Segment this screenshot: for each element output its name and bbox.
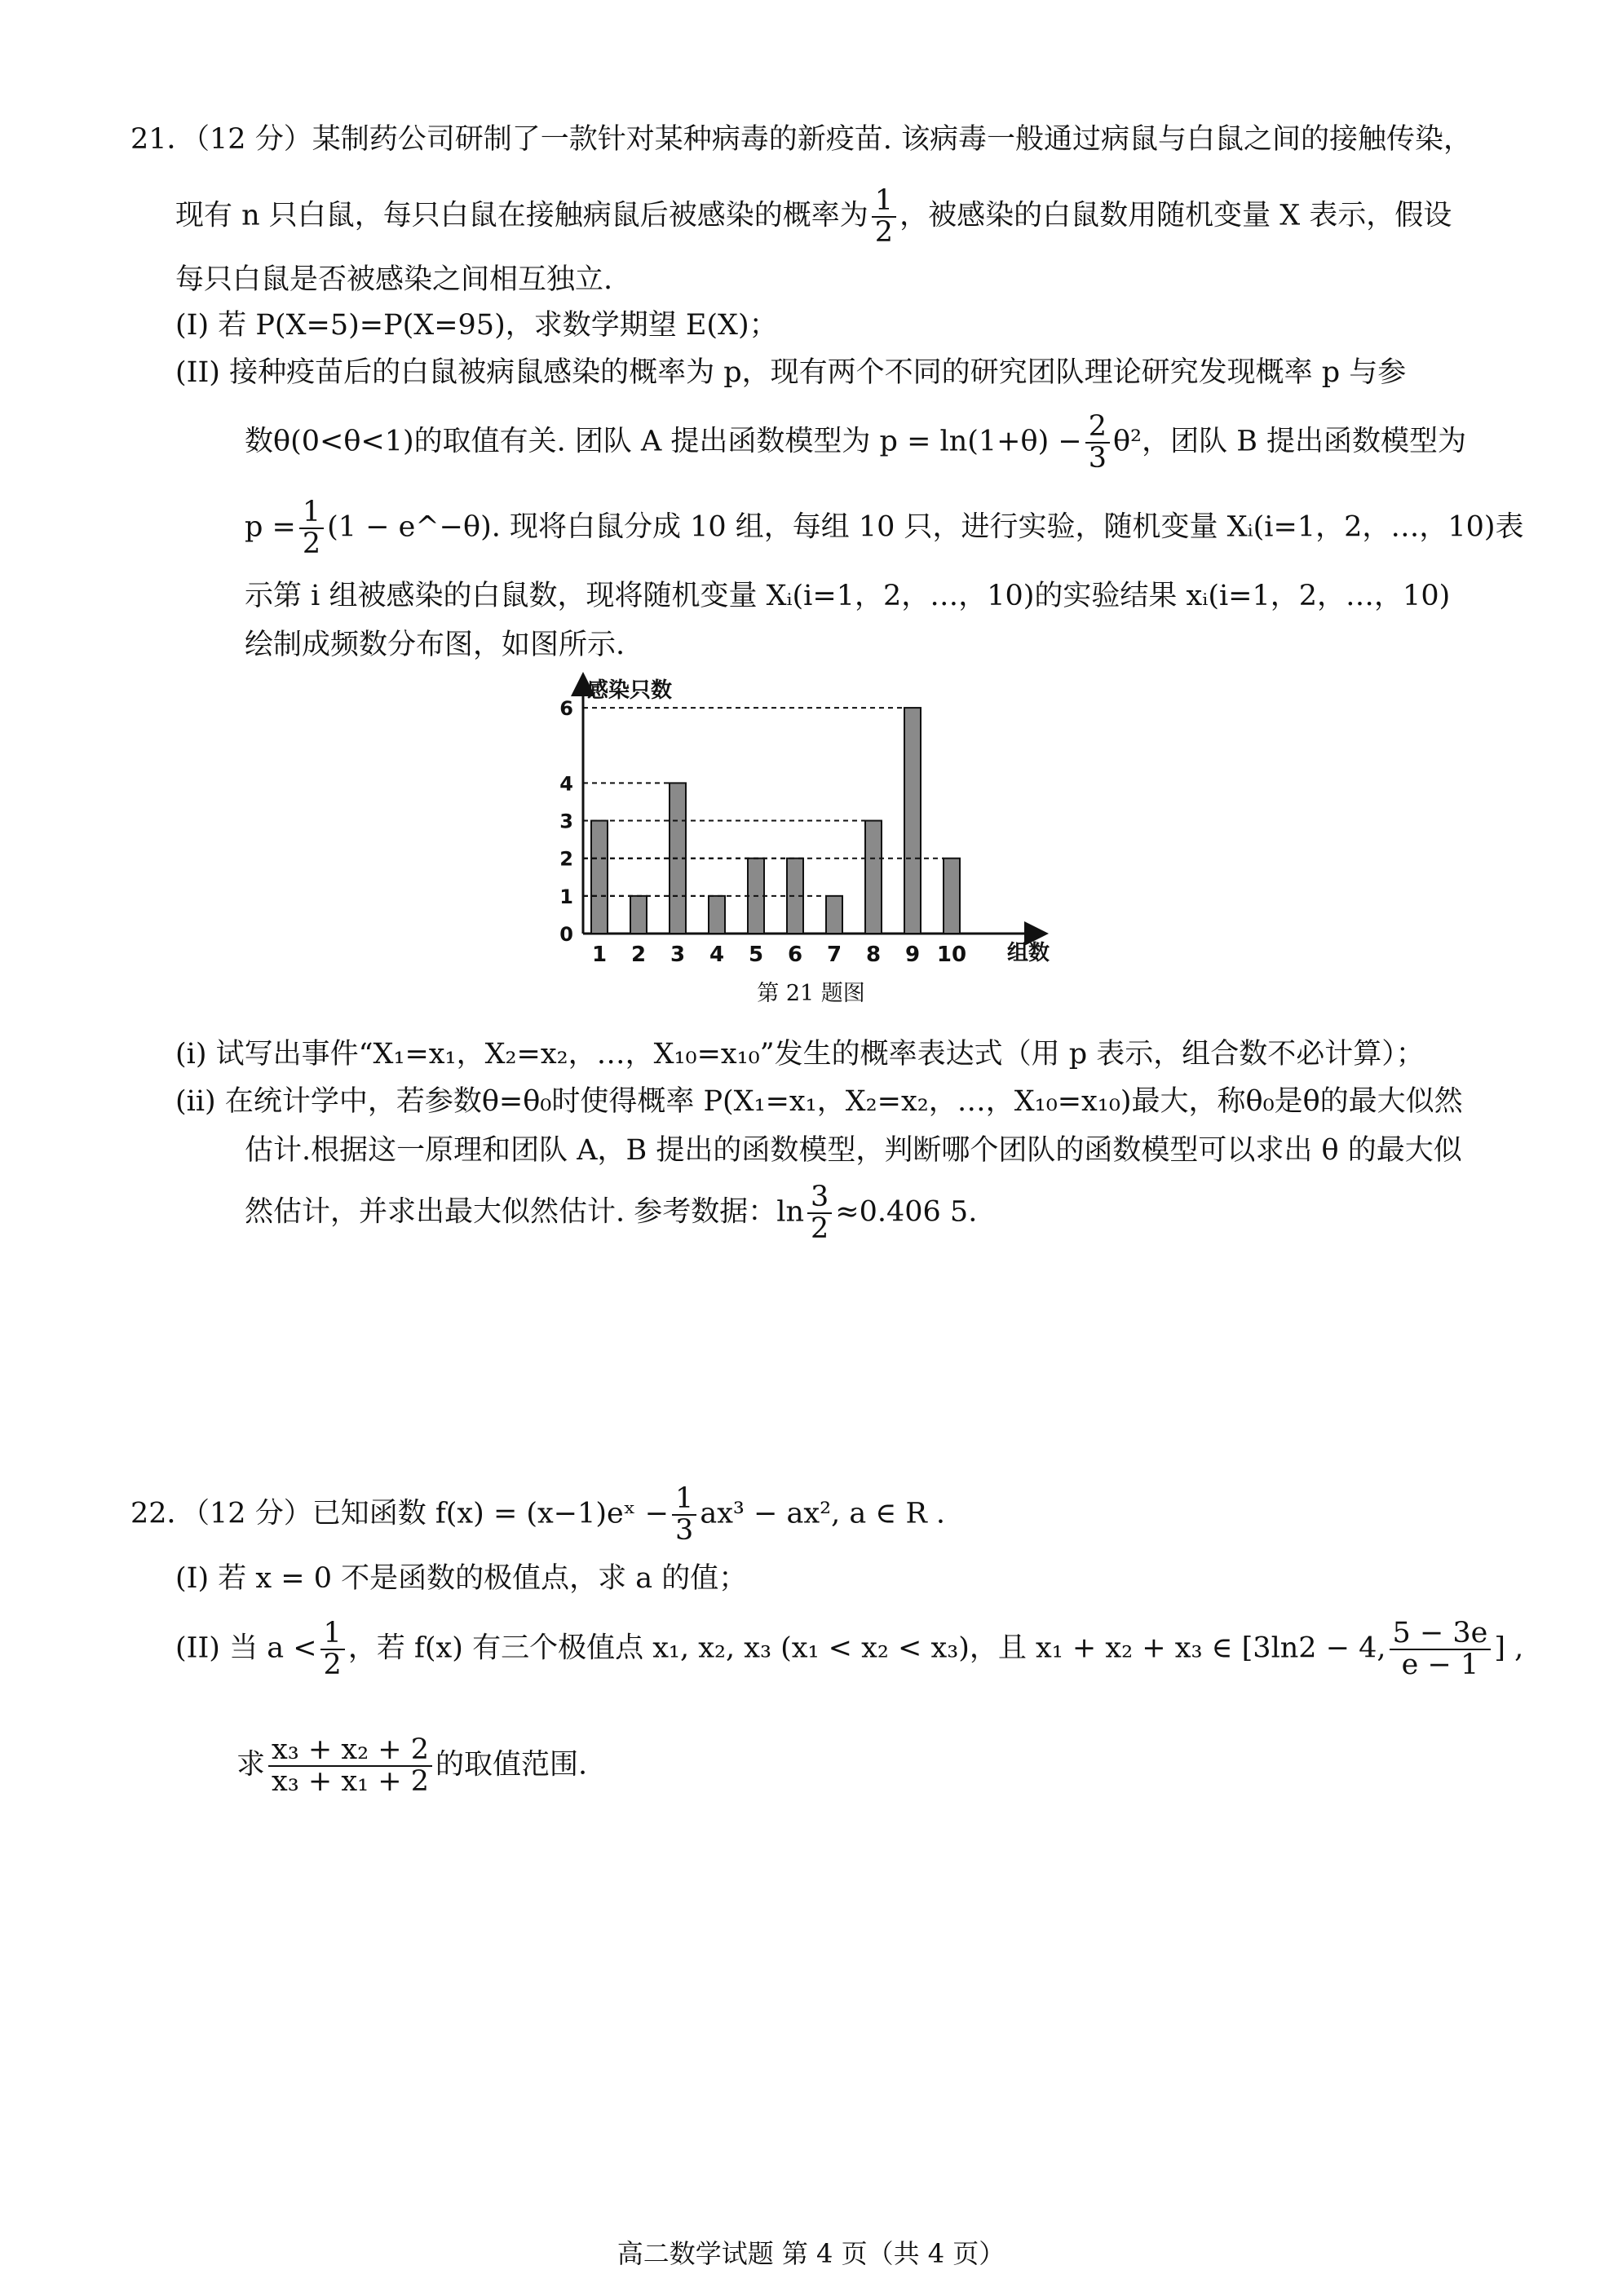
q21-part2-line2a: 数θ(0<θ<1)的取值有关. 团队 A 提出函数模型为 p = ln(1+θ) − [245,425,1082,458]
q21-part2-line3b: (1 − e^−θ). 现将白鼠分成 10 组，每组 10 只，进行实验，随机变量 Xᵢ(i=1，2，…，10)表 [327,510,1524,544]
q21-part2-line2b: θ²，团队 B 提出函数模型为 [1112,425,1467,458]
fraction-one-half-b [299,497,324,559]
x-tick-label: 7 [826,943,842,966]
x-tick-label: 2 [630,943,647,966]
fraction-denominator: e − 1 [1401,1648,1479,1681]
fraction-one-half-c [320,1618,345,1680]
fraction-numerator: 5 − 3e [1390,1618,1492,1650]
q21-sub-ii-line3 [245,1182,977,1244]
x-tick-label: 10 [936,943,967,966]
q21-line1: 21．（12 分）某制药公司研制了一款针对某种病毒的新疫苗. 该病毒一般通过病鼠与白鼠之间的接触传染， [130,123,1472,156]
bar [904,708,921,934]
fraction-denominator: 2 [811,1212,829,1245]
x-tick-label: 1 [591,943,608,966]
fraction-numerator: 1 [320,1618,345,1650]
q22-line1b: ax³ − ax², a ∈ R . [700,1497,946,1530]
y-tick-label: 0 [559,923,573,946]
q21-part1: (I) 若 P(X=5)=P(X=95)，求数学期望 E(X)； [175,309,778,342]
fraction-denominator: x₃ + x₁ + 2 [272,1764,429,1798]
q21-sub-ii-line3b: ≈0.406 5. [835,1195,978,1229]
y-tick-label: 1 [559,885,573,908]
q22-part3b: 的取值范围. [435,1748,588,1782]
x-tick-label: 8 [865,943,882,966]
x-tick-label: 9 [904,943,921,966]
bar [591,821,608,934]
y-axis-label: 感染只数 [587,678,673,703]
y-tick-label: 6 [559,697,573,721]
q21-sub-ii-line2: 估计.根据这一原理和团队 A，B 提出的函数模型，判断哪个团队的函数模型可以求出 θ 的最大似 [245,1134,1462,1167]
bar [865,821,882,934]
fraction-denominator: 3 [675,1513,694,1547]
bar [709,896,725,934]
y-tick-label: 4 [559,772,573,796]
q21-part2-line3 [245,497,1524,559]
q21-sub-ii-line3a: 然估计，并求出最大似然估计. 参考数据：ln [245,1195,804,1229]
fraction-three-halves [807,1182,832,1244]
figure-caption: 第 21 题图 [757,981,865,1006]
fraction-denominator: 2 [302,527,321,560]
q21-line2 [175,186,1452,248]
q21-part2-line5: 绘制成频数分布图，如图所示. [245,629,625,661]
q21-line3: 每只白鼠是否被感染之间相互独立. [175,263,613,296]
q22-part2c: ] , [1494,1631,1524,1665]
fraction-numerator: 1 [299,497,324,529]
fraction-denominator: 2 [874,215,894,249]
fraction-two-thirds [1085,412,1110,474]
q22-part3a: 求 [236,1748,266,1782]
bar [630,896,647,934]
bar [944,859,960,934]
fraction-numerator: x₃ + x₂ + 2 [268,1735,432,1767]
frequency-bar-chart [538,665,1068,966]
q22-part3 [236,1735,587,1797]
q21-part2-line3a: p = [245,510,296,544]
fraction-numerator: 2 [1085,412,1110,444]
q21-part2-line2 [245,412,1466,474]
fraction-numerator: 1 [672,1484,696,1516]
q22-line1a: 22．（12 分）已知函数 f(x) = (x−1)eˣ − [130,1497,670,1530]
q21-part2-line4: 示第 i 组被感染的白鼠数，现将随机变量 Xᵢ(i=1，2，…，10)的实验结果 xᵢ(i=1，2，…，10) [245,580,1451,612]
fraction-numerator: 3 [807,1182,832,1214]
x-tick-label: 3 [670,943,686,966]
x-tick-label: 5 [748,943,764,966]
q22-part1: (I) 若 x = 0 不是函数的极值点，求 a 的值； [175,1562,748,1595]
q22-part2 [175,1618,1523,1680]
x-tick-label: 4 [709,943,725,966]
q21-part2-line1: (II) 接种疫苗后的白鼠被病鼠感染的概率为 p，现有两个不同的研究团队理论研究发现概率 p 与参 [175,356,1407,389]
q21-line2b: ，被感染的白鼠数用随机变量 X 表示，假设 [899,199,1452,232]
q22-part2b: ，若 f(x) 有三个极值点 x₁, x₂, x₃ (x₁ < x₂ < x₃)，且 x₁ + x₂ + x₃ ∈ [3ln2 − 4, [347,1631,1386,1665]
fraction-e-bound [1390,1618,1492,1680]
q22-line1 [130,1484,945,1546]
page-footer: 高二数学试题 第 4 页（共 4 页） [617,2238,1005,2269]
q21-sub-i: (i) 试写出事件“X₁=x₁，X₂=x₂，…，X₁₀=x₁₀”发生的概率表达式（用 p 表示，组合数不必计算）； [175,1038,1425,1071]
y-tick-label: 3 [559,810,573,833]
fraction-denominator: 2 [323,1648,342,1681]
q21-sub-ii-line1: (ii) 在统计学中，若参数θ=θ₀时使得概率 P(X₁=x₁，X₂=x₂，…，X₁₀=x₁₀)最大，称θ₀是θ的最大似然 [175,1085,1463,1118]
fraction-numerator: 1 [872,186,896,218]
x-axis-label: 组数 [1007,941,1050,965]
bar [826,896,842,934]
y-tick-label: 2 [559,847,573,871]
q22-part2a: (II) 当 a < [175,1631,317,1665]
fraction-x-ratio [268,1735,432,1797]
fraction-denominator: 3 [1088,441,1107,475]
fraction-one-third [672,1484,696,1546]
x-tick-label: 6 [787,943,803,966]
q21-line2a: 现有 n 只白鼠，每只白鼠在接触病鼠后被感染的概率为 [175,199,868,232]
fraction-one-half [872,186,896,248]
